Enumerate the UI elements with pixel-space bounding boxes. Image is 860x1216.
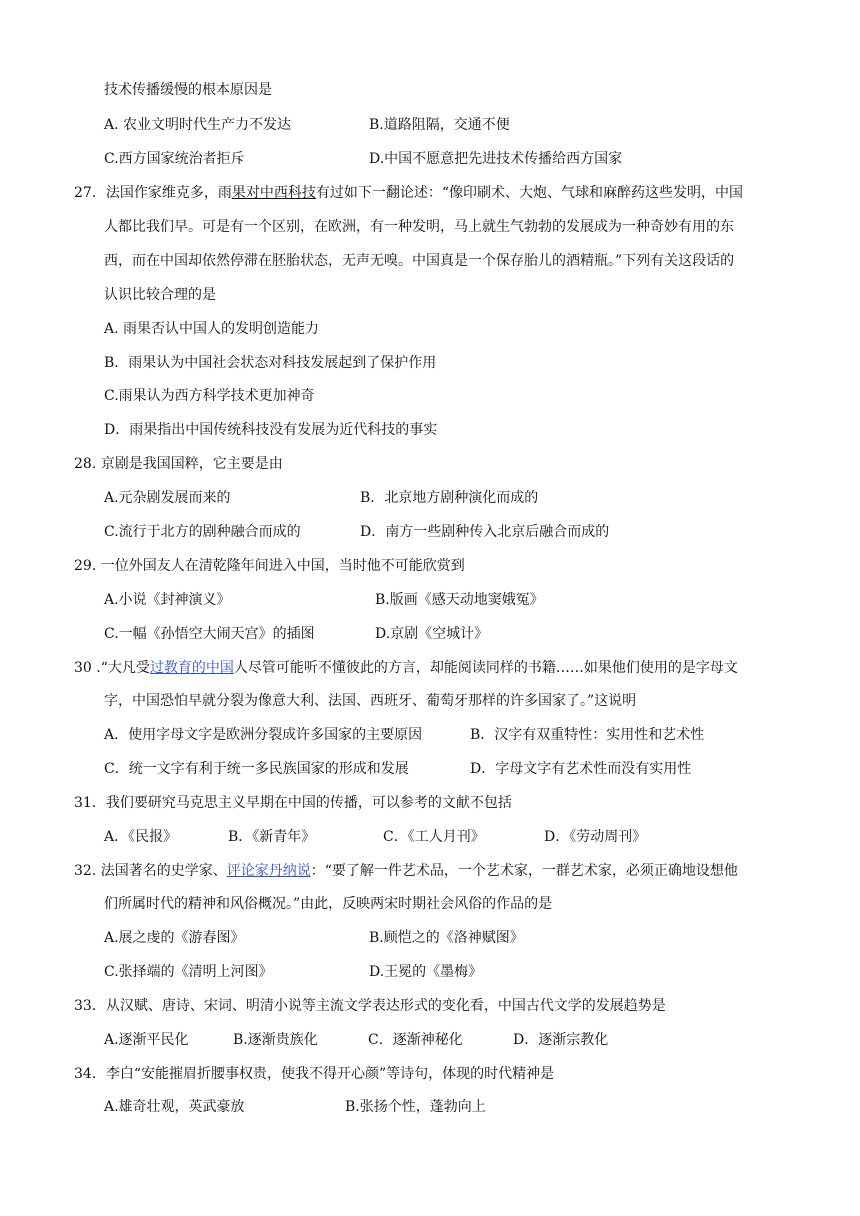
- q27-stem-line3: 西，而在中国却依然停滞在胚胎状态，无声无嗅。中国真是一个保存胎儿的酒精瓶。”下列有关这段话的: [104, 253, 735, 269]
- q32-stem-line2: 们所属时代的精神和风俗概况。”由此，反映两宋时期社会风俗的作品的是: [104, 896, 553, 912]
- q31-option-b: B．《新青年》: [228, 829, 316, 845]
- q27-option-a: A. 雨果否认中国人的发明创造能力: [104, 321, 320, 337]
- q30-option-c: C．统一文字有利于统一多民族国家的形成和发展: [104, 761, 409, 777]
- q30-option-d: D．字母文字有艺术性而没有实用性: [470, 761, 692, 777]
- q27-underlined-phrase: 果对中西科技: [231, 185, 316, 201]
- q31-stem: 31．我们要研究马克思主义早期在中国的传播，可以参考的文献不包括: [74, 795, 512, 811]
- q30-option-a: A．使用字母文字是欧洲分裂成许多国家的主要原因: [104, 727, 423, 743]
- q28-option-a: A.元杂剧发展而来的: [104, 490, 231, 506]
- q34-option-b: B.张扬个性，蓬勃向上: [345, 1099, 486, 1115]
- q26-option-c: C.西方国家统治者拒斥: [104, 151, 245, 167]
- q27-stem-line2: 人都比我们早。可是有一个区别，在欧洲，有一种发明，马上就生气勃勃的发展成为一种奇妙有用的东: [104, 219, 734, 235]
- q31-option-d: D．《劳动周刊》: [544, 829, 647, 845]
- q33-option-b: B.逐渐贵族化: [233, 1032, 318, 1048]
- q27-number: 27．: [74, 185, 106, 201]
- q32-option-d: D.王冕的《墨梅》: [369, 964, 483, 980]
- q30-option-b: B．汉字有双重特性：实用性和艺术性: [470, 727, 705, 743]
- q28-option-c: C.流行于北方的剧种融合而成的: [104, 524, 301, 540]
- q32-stem-line1: 32. 法国著名的史学家、评论家丹纳说：“要了解一件艺术品，一个艺术家，一群艺术家，必须正确地设想他: [74, 863, 738, 879]
- q33-option-d: D．逐渐宗教化: [513, 1032, 609, 1048]
- q26-stem-tail: 技术传播缓慢的根本原因是: [104, 82, 272, 98]
- q27-option-d: D．雨果指出中国传统科技没有发展为近代科技的事实: [104, 422, 438, 438]
- q26-option-d: D.中国不愿意把先进技术传播给西方国家: [369, 151, 623, 167]
- q29-option-c: C.一幅《孙悟空大闹天宫》的插图: [104, 626, 315, 642]
- q29-option-b: B.版画《感天动地窦娥冤》: [375, 592, 544, 608]
- q26-option-b: B.道路阻隔，交通不便: [369, 117, 510, 133]
- q30-stem-line2: 字，中国恐怕早就分裂为像意大利、法国、西班牙、葡萄牙那样的许多国家了。”这说明: [104, 693, 637, 709]
- q32-hyperlink[interactable]: 评论家丹纳说: [226, 863, 311, 879]
- q26-option-a: A. 农业文明时代生产力不发达: [104, 117, 292, 133]
- q32-option-c: C.张择端的《清明上河图》: [104, 964, 273, 980]
- q34-option-a: A.雄奇壮观，英武豪放: [104, 1099, 245, 1115]
- q30-number: 30 .: [74, 660, 101, 676]
- q29-option-d: D.京剧《空城计》: [375, 626, 489, 642]
- q27-option-c: C.雨果认为西方科学技术更加神奇: [104, 388, 315, 404]
- q27-option-b: B．雨果认为中国社会状态对科技发展起到了保护作用: [104, 355, 437, 371]
- q27-stem-line1: 27．法国作家维克多，雨果对中西科技有过如下一翻论述：“像印刷术、大炮、气球和麻醉药这些发明，中国: [74, 185, 743, 201]
- q29-stem: 29. 一位外国友人在清乾隆年间进入中国，当时他不可能欣赏到: [74, 558, 465, 574]
- q28-option-b: B．北京地方剧种演化而成的: [360, 490, 539, 506]
- q30-stem-line1: 30 .“大凡受过教育的中国人尽管可能听不懂彼此的方言，却能阅读同样的书籍……如果他们使用的是字母文: [74, 660, 738, 676]
- q32-option-a: A.展之虔的《游春图》: [104, 930, 245, 946]
- q28-option-d: D．南方一些剧种传入北京后融合而成的: [360, 524, 610, 540]
- q28-stem: 28. 京剧是我国国粹，它主要是由: [74, 456, 283, 472]
- q27-stem-line4: 认识比较合理的是: [104, 287, 216, 303]
- q33-option-c: C．逐渐神秘化: [368, 1032, 463, 1048]
- q33-option-a: A.逐渐平民化: [104, 1032, 189, 1048]
- q30-hyperlink[interactable]: 过教育的中国: [149, 660, 234, 676]
- q31-option-a: A．《民报》: [104, 829, 178, 845]
- q32-option-b: B.顾恺之的《洛神赋图》: [369, 930, 524, 946]
- q34-stem: 34．李白“安能摧眉折腰事权贵，使我不得开心颜”等诗句，体现的时代精神是: [74, 1066, 555, 1082]
- q31-option-c: C．《工人月刊》: [383, 829, 485, 845]
- q33-stem: 33．从汉赋、唐诗、宋词、明清小说等主流文学表达形式的变化看，中国古代文学的发展趋势是: [74, 998, 666, 1014]
- q32-number: 32.: [74, 863, 97, 879]
- q29-option-a: A.小说《封神演义》: [104, 592, 231, 608]
